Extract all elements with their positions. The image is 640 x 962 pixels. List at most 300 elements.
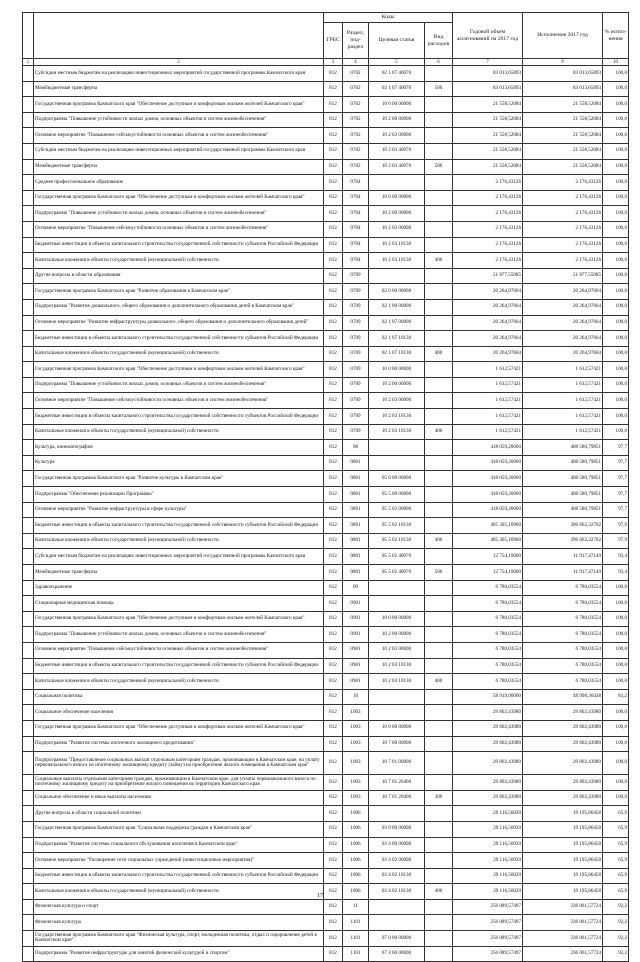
expense-type-cell [425,720,453,736]
volume-cell: 418 059,20060 [453,455,523,471]
grbs-cell: 812 [324,206,343,222]
razdel-cell: 0801 [343,518,369,534]
expense-type-cell: 400 [425,346,453,362]
percent-cell: 100,0 [603,393,629,409]
razdel-cell: 0704 [343,206,369,222]
target-article-cell: 10 2 03 40070 [369,143,425,159]
execution-cell: 236 061,57724 [523,946,603,962]
percent-cell: 100,0 [603,143,629,159]
table-row [23,705,629,721]
row-number-cell [23,424,34,440]
execution-cell: 2 176,43126 [523,253,603,269]
percent-cell: 100,0 [603,705,629,721]
expense-type-cell [425,206,453,222]
target-article-header: Целевая статья [369,23,425,59]
target-article-cell: 10 7 01 20400 [369,775,425,791]
grbs-cell: 812 [324,565,343,581]
grbs-cell: 812 [324,946,343,962]
grbs-cell: 812 [324,705,343,721]
column-number: 7 [453,59,523,66]
table-row [23,868,629,884]
percent-cell: 97,7 [603,440,629,456]
target-article-cell: 10 2 03 10130 [369,237,425,253]
execution-cell: 1 612,57421 [523,409,603,425]
execution-cell: 19 195,86458 [523,884,603,900]
execution-cell: 2 176,43126 [523,206,603,222]
table-row [23,565,629,581]
expense-type-cell [425,837,453,853]
volume-cell: 1 612,57421 [453,409,523,425]
grbs-cell: 812 [324,689,343,705]
row-number-cell [23,253,34,269]
percent-cell: 100,0 [603,642,629,658]
execution-cell: 6 780,03554 [523,580,603,596]
expense-type-cell [425,66,453,82]
expense-type-cell: 400 [425,533,453,549]
table-row [23,752,629,775]
volume-cell: 1 612,57421 [453,393,523,409]
razdel-cell: 0801 [343,455,369,471]
expense-type-cell [425,518,453,534]
percent-cell: 100,0 [603,315,629,331]
grbs-cell: 812 [324,159,343,175]
expense-type-cell [425,409,453,425]
volume-cell: 6 780,03554 [453,627,523,643]
table-row [23,627,629,643]
volume-cell: 29 116,56020 [453,821,523,837]
execution-cell: 29 802,43980 [523,736,603,752]
grbs-cell: 812 [324,627,343,643]
percent-cell: 100,0 [603,299,629,315]
percent-cell: 100,0 [603,190,629,206]
table-row [23,471,629,487]
razdel-cell: 0702 [343,81,369,97]
volume-cell: 256 089,57497 [453,946,523,962]
razdel-cell: 0704 [343,237,369,253]
volume-cell: 20 264,97664 [453,284,523,300]
execution-cell: 2 176,43126 [523,190,603,206]
table-row [23,596,629,612]
grbs-cell: 812 [324,143,343,159]
volume-cell: 21 558,52084 [453,159,523,175]
item-name-cell: Социальное обеспечение и иные выплаты населению [34,790,324,806]
expense-type-cell [425,455,453,471]
volume-cell: 21 558,52084 [453,112,523,128]
expense-type-cell [425,128,453,144]
row-number-cell [23,112,34,128]
target-article-cell [369,596,425,612]
grbs-cell: 812 [324,346,343,362]
grbs-cell: 812 [324,790,343,806]
target-article-cell: 10 2 00 00000 [369,377,425,393]
volume-cell: 2 176,43126 [453,190,523,206]
target-article-cell: 07 4 00 00000 [369,946,425,962]
target-article-cell: 05 5 00 00000 [369,487,425,503]
item-name-cell: Государственная программа Камчатского края "Физическая культура, спорт, молодежная политика, отдых и оздоровление детей в Камчатском крае" [34,931,324,947]
row-number-cell [23,790,34,806]
razdel-cell: 0709 [343,424,369,440]
percent-header: % испол-нения [603,13,629,59]
grbs-cell: 812 [324,331,343,347]
row-number-cell [23,580,34,596]
razdel-cell: 1006 [343,806,369,822]
target-article-cell: 10 2 03 00000 [369,642,425,658]
expense-type-cell [425,502,453,518]
table-row [23,931,629,947]
execution-cell: 408 580,79851 [523,455,603,471]
percent-cell: 100,0 [603,237,629,253]
volume-cell: 2 176,43126 [453,175,523,191]
item-name-cell: Субсидии местным бюджетам на реализацию инвестиционных мероприятий государственной программы Камчатского края [34,549,324,565]
expense-type-cell: 300 [425,790,453,806]
percent-cell: 97,7 [603,502,629,518]
row-number-cell [23,284,34,300]
percent-cell: 65,9 [603,853,629,869]
volume-cell: 20 264,97664 [453,331,523,347]
razdel-cell: 1101 [343,931,369,947]
execution-cell: 29 802,43980 [523,790,603,806]
target-article-cell: 10 7 00 00000 [369,736,425,752]
execution-cell: 408 580,79851 [523,502,603,518]
volume-cell: 2 176,43126 [453,253,523,269]
grbs-cell: 812 [324,806,343,822]
item-name-cell: Межбюджетные трансферты [34,81,324,97]
expense-type-cell [425,331,453,347]
volume-cell: 29 802,43980 [453,790,523,806]
razdel-cell: 08 [343,440,369,456]
razdel-cell: 0702 [343,143,369,159]
table-row [23,190,629,206]
codes-header: Коды [324,13,453,23]
grbs-cell: 812 [324,440,343,456]
target-article-cell: 10 0 00 00000 [369,190,425,206]
grbs-cell: 812 [324,409,343,425]
razdel-cell: 0709 [343,331,369,347]
percent-cell: 97,9 [603,533,629,549]
grbs-cell: 812 [324,471,343,487]
volume-cell: 29 116,56020 [453,884,523,900]
target-article-cell: 10 2 03 00000 [369,221,425,237]
grbs-cell: 812 [324,736,343,752]
percent-cell: 100,0 [603,81,629,97]
volume-cell: 6 780,03554 [453,580,523,596]
percent-cell: 100,0 [603,331,629,347]
execution-cell: 408 580,79851 [523,487,603,503]
target-article-cell: 02 1 07 40070 [369,66,425,82]
target-article-cell: 02 0 00 00000 [369,284,425,300]
item-name-cell: Капитальные вложения в объекты государственной (муниципальной) собственности [34,424,324,440]
razdel-cell: 0901 [343,627,369,643]
razdel-cell: 10 [343,689,369,705]
grbs-cell: 812 [324,642,343,658]
table-row [23,221,629,237]
expense-type-cell [425,853,453,869]
execution-cell: 6 780,03554 [523,611,603,627]
target-article-cell: 10 2 00 00000 [369,112,425,128]
expense-type-cell [425,268,453,284]
razdel-cell: 09 [343,580,369,596]
table-row [23,658,629,674]
table-row [23,518,629,534]
expense-type-cell: 500 [425,81,453,97]
row-number-cell [23,627,34,643]
row-number-cell [23,899,34,915]
razdel-cell: 0901 [343,611,369,627]
percent-cell: 100,0 [603,159,629,175]
razdel-cell: 0709 [343,315,369,331]
row-number-cell [23,565,34,581]
execution-cell: 11 917,47149 [523,565,603,581]
volume-cell: 20 264,97664 [453,299,523,315]
target-article-cell: 05 5 02 40070 [369,565,425,581]
table-row [23,533,629,549]
razdel-cell: 1006 [343,837,369,853]
table-row [23,331,629,347]
row-number-cell [23,518,34,534]
table-row [23,66,629,82]
item-name-cell: Подпрограмма "Повышение устойчивости жилых домов, основных объектов и систем жизнеобеспечения" [34,206,324,222]
expense-type-cell [425,899,453,915]
grbs-cell: 812 [324,455,343,471]
column-number: 10 [603,59,629,66]
item-name-cell: Бюджетные инвестиции в объекты капитального строительства государственной собственности субъектов Российской Федерации [34,409,324,425]
item-name-cell: Социальные выплаты отдельным категориям граждан, проживающим в Камчатском крае, для уплаты первоначального взноса по ипотечному жилищному кредиту на приобретение жилого помещения на территории Камчатского края [34,775,324,791]
volume-cell: 29 802,43980 [453,705,523,721]
item-name-cell: Физическая культура [34,915,324,931]
razdel-cell: 0901 [343,642,369,658]
razdel-cell: 0801 [343,549,369,565]
expense-type-cell [425,580,453,596]
execution-cell: 1 612,57421 [523,377,603,393]
table-row [23,237,629,253]
execution-cell: 83 013,65893 [523,81,603,97]
item-name-cell: Субсидии местным бюджетам на реализацию инвестиционных мероприятий государственной программы Камчатского края [34,66,324,82]
volume-cell: 2 176,43126 [453,237,523,253]
table-row [23,97,629,113]
razdel-cell: 0709 [343,284,369,300]
volume-cell: 20 264,97664 [453,346,523,362]
row-number-cell [23,806,34,822]
target-article-cell: 10 0 00 00000 [369,611,425,627]
grbs-cell: 812 [324,868,343,884]
razdel-cell: 1003 [343,720,369,736]
percent-cell: 100,0 [603,66,629,82]
razdel-cell: 0702 [343,66,369,82]
target-article-cell [369,705,425,721]
table-header [23,13,629,66]
execution-cell: 396 663,32702 [523,533,603,549]
execution-cell: 21 558,52084 [523,159,603,175]
row-number-cell [23,377,34,393]
item-name-cell: Государственная программа Камчатского края "Развитие образования в Камчатском крае" [34,284,324,300]
expense-type-cell [425,471,453,487]
item-name-cell: Государственная программа Камчатского края "Обеспечение доступным и комфортным жильем жителей Камчатского края" [34,97,324,113]
percent-cell: 100,0 [603,627,629,643]
execution-cell: 29 802,43980 [523,775,603,791]
expense-type-cell [425,596,453,612]
table-row [23,362,629,378]
table-row [23,611,629,627]
razdel-cell: 1006 [343,884,369,900]
percent-cell: 97,7 [603,455,629,471]
razdel-cell: 0801 [343,533,369,549]
percent-cell: 100,0 [603,658,629,674]
percent-cell: 100,0 [603,206,629,222]
expense-type-cell [425,752,453,775]
item-name-cell: Государственная программа Камчатского края "Обеспечение доступным и комфортным жильем жителей Камчатского края" [34,720,324,736]
item-name-cell: Основное мероприятие "Повышение сейсмоустойчивости основных объектов и систем жизнеобеспечения" [34,393,324,409]
razdel-cell: 0702 [343,97,369,113]
row-number-cell [23,331,34,347]
item-name-cell: Подпрограмма "Предоставление социальных выплат отдельным категориям граждан, проживающим в Камчатском крае, на уплату первоначального взноса по ипотечному жилищному кредиту (займу) на приобретение жилого помещения в Камчатском крае" [34,752,324,775]
execution-cell: 1 612,57421 [523,362,603,378]
row-number-cell [23,81,34,97]
expense-type-cell: 500 [425,565,453,581]
grbs-cell: 812 [324,931,343,947]
volume-cell: 29 116,56020 [453,868,523,884]
grbs-cell: 812 [324,899,343,915]
row-number-cell [23,455,34,471]
percent-cell: 92,2 [603,899,629,915]
execution-cell: 6 780,03554 [523,674,603,690]
volume-cell: 1 612,57421 [453,377,523,393]
volume-cell: 418 059,20060 [453,502,523,518]
target-article-cell: 10 2 00 00000 [369,627,425,643]
expense-type-cell [425,705,453,721]
table-row [23,853,629,869]
percent-cell: 65,9 [603,837,629,853]
row-number-cell [23,268,34,284]
execution-cell: 408 580,79851 [523,440,603,456]
grbs-cell: 812 [324,221,343,237]
item-name-cell: Другие вопросы в области образования [34,268,324,284]
row-number-cell [23,190,34,206]
execution-cell: 29 802,43980 [523,752,603,775]
column-number: 4 [343,59,369,66]
volume-cell: 20 264,97664 [453,315,523,331]
item-name-cell: Культура, кинематография [34,440,324,456]
volume-cell: 2 176,43126 [453,206,523,222]
item-name-cell: Подпрограмма "Развитие инфраструктуры для занятий физической культурой и спортом" [34,946,324,962]
expense-type-cell [425,821,453,837]
execution-cell: 48 998,30438 [523,689,603,705]
target-article-cell: 10 2 03 10130 [369,253,425,269]
item-name-cell: Государственная программа Камчатского края "Развитие культуры в Камчатском крае" [34,471,324,487]
grbs-cell: 812 [324,915,343,931]
target-article-cell: 05 5 02 10130 [369,533,425,549]
target-article-cell: 03 4 00 00000 [369,837,425,853]
volume-cell: 6 780,03554 [453,642,523,658]
volume-cell: 256 089,57497 [453,931,523,947]
percent-cell: 100,0 [603,611,629,627]
execution-cell: 396 663,32702 [523,518,603,534]
row-number-cell [23,658,34,674]
row-number-cell [23,175,34,191]
grbs-cell: 812 [324,299,343,315]
item-name-cell: Капитальные вложения в объекты государственной (муниципальной) собственности [34,253,324,269]
target-article-cell: 05 5 02 00000 [369,502,425,518]
target-article-cell [369,899,425,915]
item-name-cell: Основное мероприятие "Повышение сейсмоустойчивости основных объектов и систем жизнеобеспечения" [34,128,324,144]
table-row [23,487,629,503]
target-article-cell [369,268,425,284]
razdel-cell: 0702 [343,112,369,128]
column-number: 8 [523,59,603,66]
item-name-cell: Подпрограмма "Повышение устойчивости жилых домов, основных объектов и систем жизнеобеспечения" [34,627,324,643]
percent-cell: 100,0 [603,674,629,690]
row-number-cell [23,409,34,425]
expense-type-cell [425,806,453,822]
budget-table [22,12,629,962]
expense-type-cell [425,440,453,456]
expense-type-cell [425,393,453,409]
expense-type-cell [425,642,453,658]
table-row [23,580,629,596]
row-number-cell [23,705,34,721]
percent-cell: 100,0 [603,736,629,752]
expense-type-cell [425,175,453,191]
expense-type-cell [425,237,453,253]
razdel-cell: 0704 [343,253,369,269]
razdel-cell: 0901 [343,674,369,690]
razdel-cell: 0901 [343,596,369,612]
row-number-cell [23,440,34,456]
item-name-cell: Государственная программа Камчатского края "Обеспечение доступным и комфортным жильем жителей Камчатского края" [34,190,324,206]
table-row [23,315,629,331]
item-name-cell: Среднее профессиональное образование [34,175,324,191]
table-row [23,806,629,822]
table-row [23,299,629,315]
grbs-cell: 812 [324,112,343,128]
row-number-cell [23,868,34,884]
volume-cell: 83 013,65893 [453,66,523,82]
table-row [23,128,629,144]
grbs-cell: 812 [324,284,343,300]
item-name-cell: Основное мероприятие "Развитие инфраструктуры в сфере культуры" [34,502,324,518]
grbs-header: ГРБС [324,23,343,59]
grbs-cell: 812 [324,424,343,440]
target-article-cell: 07 0 00 00000 [369,931,425,947]
execution-cell: 6 780,03554 [523,658,603,674]
table-row [23,455,629,471]
grbs-cell: 812 [324,377,343,393]
volume-cell: 405 305,10960 [453,518,523,534]
table-row [23,377,629,393]
grbs-cell: 812 [324,752,343,775]
volume-cell: 1 612,57421 [453,362,523,378]
percent-cell: 92,2 [603,915,629,931]
razdel-cell: 0709 [343,409,369,425]
target-article-cell: 10 2 03 10130 [369,424,425,440]
column-number: 3 [324,59,343,66]
target-article-cell: 10 2 03 10130 [369,658,425,674]
percent-cell: 65,9 [603,884,629,900]
execution-cell: 20 264,97664 [523,315,603,331]
row-number-cell [23,752,34,775]
percent-cell: 100,0 [603,175,629,191]
column-number: 2 [34,59,324,66]
expense-type-cell [425,736,453,752]
volume-cell: 6 780,03554 [453,596,523,612]
razdel-cell: 0702 [343,128,369,144]
execution-cell: 29 802,43980 [523,705,603,721]
expense-type-cell [425,362,453,378]
table-row [23,502,629,518]
target-article-cell: 03 4 02 10130 [369,884,425,900]
razdel-cell: 0709 [343,268,369,284]
volume-cell: 6 780,03554 [453,674,523,690]
item-name-cell: Подпрограмма "Повышение устойчивости жилых домов, основных объектов и систем жизнеобеспечения" [34,377,324,393]
